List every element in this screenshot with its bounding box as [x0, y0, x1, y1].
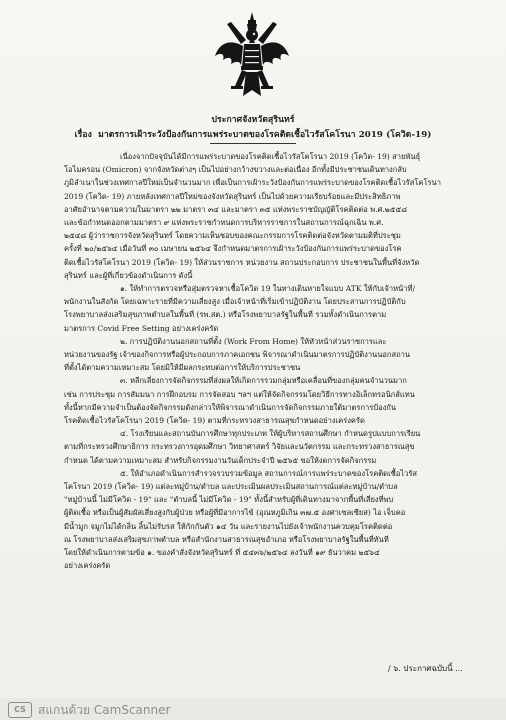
- body-line: สุรินทร์ และผู้ที่เกี่ยวข้องดำเนินการ ดังนี้: [64, 270, 193, 280]
- announcement-title: ประกาศจังหวัดสุรินทร์: [211, 115, 295, 125]
- body-line: "หมู่บ้านนี้ ไม่มีโควิด - 19" และ "ตำบลนี้ ไม่มีโควิด - 19" ทั้งนี้สำหรับผู้ที่เดินทางมาจากพื้นที่เสี่ยงที่พบ: [64, 495, 394, 505]
- subject-text: มาตรการเฝ้าระวังป้องกันการแพร่ระบาดของโรคติดเชื้อไวรัสโคโรนา 2019 (โควิด-19): [98, 130, 432, 140]
- body-line: อาศัยอำนาจตามความในมาตรา ๒๒ มาตรา ๓๔ และมาตรา ๓๕ แห่งพระราชบัญญัติโรคติดต่อ พ.ศ.๒๕๕๘: [64, 204, 408, 214]
- page-continuation: / ๖. ประกาศฉบับนี้ ...: [388, 664, 463, 673]
- body-line: โคโรนา 2019 (โควิด- 19) แต่ละหมู่บ้าน/ตำบล และประเมินผลประเมินสถานการณ์แต่ละหมู่บ้าน/ตำบล: [64, 482, 398, 492]
- announcement-body: [64, 150, 482, 573]
- body-line: หน่วยงานของรัฐ เจ้าของกิจการหรือผู้ประกอบการภาคเอกชน พิจารณาดำเนินมาตรการปฏิบัติงานนอกสถาน: [64, 350, 411, 360]
- body-line: โดยให้ดำเนินการตามข้อ ๑. ของคำสั่งจังหวัดสุรินทร์ ที่ ๕๔๓๖/๒๕๖๔ ลงวันที่ ๑๙ ธันวาคม ๒๕๖๔: [64, 548, 380, 558]
- body-line: ติดเชื้อไวรัสโคโรนา 2019 (โควิด- 19) ให้ส่วนราชการ หน่วยงาน สถานประกอบการ ประชาชนในพื้นที่จังหวัด: [64, 257, 420, 267]
- announcement-subject: [0, 127, 506, 141]
- body-line: กำหนด ได้ตามความเหมาะสม สำหรับกิจกรรมงานวันเด็กประจำปี ๒๕๖๕ ขอให้งดการจัดกิจกรรม: [64, 455, 377, 465]
- body-line: ครั้งที่ ๒๐/๒๕๖๔ เมื่อวันที่ ๓๐ เมษายน ๒๕๖๔ จึงกำหนดมาตรการเฝ้าระวังป้องกันการแพร่ระบาดของโรค: [64, 244, 402, 254]
- body-line: ภูมิลำเนาในช่วงเทศกาลปีใหม่เป็นจำนวนมาก เพื่อเป็นการเฝ้าระวังป้องกันการแพร่ระบาดของโรคติดเชื้อไวรัสโคโรนา: [64, 178, 441, 188]
- body-line: ณ โรงพยาบาลส่งเสริมสุขภาพตำบล หรือสำนักงานสาธารณสุขอำเภอ หรือโรงพยาบาลรัฐในพื้นที่ทันที: [64, 534, 389, 544]
- body-line: เนื่องจากปัจจุบันได้มีการแพร่ระบาดของโรคติดเชื้อไวรัสโคโรนา 2019 (โควิด- 19) สายพันธุ์: [120, 152, 421, 161]
- body-line: ๒๕๔๘ ผู้ว่าราชการจังหวัดสุรินทร์ โดยความเห็นชอบของคณะกรรมการโรคติดต่อจังหวัดตามมติที่ประชุม: [64, 231, 401, 241]
- garuda-emblem-icon: [213, 10, 291, 100]
- subject-label: เรื่อง: [74, 130, 92, 140]
- measure-4: ๔. โรงเรียนและสถานบันการศึกษาทุกประเภท ให้ผู้บริหารสถานศึกษา กำหนดรูปแบบการเรียน: [120, 429, 421, 439]
- body-line: โรคติดเชื้อไวรัสโคโรนา 2019 (โควิด- 19) ตามที่กระทรวงสาธารณสุขกำหนดอย่างเคร่งครัด: [64, 416, 365, 426]
- body-line: อย่างเคร่งครัด: [64, 561, 111, 571]
- body-line: โรงพยาบาลส่งเสริมสุขภาพตำบลในพื้นที่ (รพ.สต.) หรือโรงพยาบาลรัฐในพื้นที่ รวมทั้งดำเนินการตาม: [64, 310, 387, 320]
- camscanner-watermark: สแกนด้วย CamScanner: [38, 703, 171, 717]
- body-line: พนักงานในสังกัด โดยเฉพาะรายที่มีความเสี่ยงสูง เมื่อเจ้าหน้าที่เริ่มเข้าปฏิบัติงาน โดยประสานการปฏิบัติกับ: [64, 297, 406, 307]
- body-line: ตามที่กระทรวงศึกษาธิการ กระทรวงการอุดมศึกษา วิทยาศาสตร์ วิจัยและนวัตกรรม และกระทรวงสาธารณสุข: [64, 442, 415, 452]
- measure-5: ๕. ให้อำเภอดำเนินการสำรวจรวบรวมข้อมูล สถานการณ์การแพร่ระบาดของโรคติดเชื้อไวรัส: [120, 468, 418, 478]
- body-line: 2019 (โควิด- 19) ภายหลังเทศกาลปีใหม่ของจังหวัดสุรินทร์ เป็นไปด้วยความเรียบร้อยและมีประสิทธิภาพ: [64, 191, 401, 201]
- body-line: ผู้ติดเชื้อ หรือเป็นผู้สัมผัสเสี่ยงสูงกับผู้ป่วย หรือผู้ที่มีอาการไข้ (อุณหภูมิเกิน ๓๗.๕ องศาเซลเซียส) ไอ เจ็บคอ: [64, 508, 406, 518]
- body-line: มีน้ำมูก จมูกไม่ได้กลิ่น ลิ้นไม่รับรส ให้กักกันตัว ๑๔ วัน และรายงานไปยังเจ้าพนักงานควบคุมโรคติดต่อ: [64, 521, 393, 531]
- body-line: และข้อกำหนดออกตามมาตรา ๙ แห่งพระราชกำหนดการบริหารราชการในสถานการณ์ฉุกเฉิน พ.ศ.: [64, 218, 384, 228]
- body-line: ทั้งนี้หากมีความจำเป็นต้องจัดกิจกรรมดังกล่าวให้พิจารณาดำเนินการจัดกิจกรรมภายใต้มาตรการป้องกัน: [64, 402, 397, 412]
- body-line: มาตรการ Covid Free Setting อย่างเคร่งครัด: [64, 323, 219, 333]
- body-line: เช่น การประชุม การสัมมนา การฝึกอบรม การจัดสอบ ฯลฯ แต่ให้จัดกิจกรรมโดยวิธีการทางอิเล็กทรอนิกส์แทน: [64, 389, 415, 399]
- measure-1: ๑. ให้ทำการตรวจหรือสุ่มตรวจหาเชื้อโควิด 19 ในทางเดินหายใจแบบ ATK ให้กับเจ้าหน้าที่/: [120, 284, 416, 294]
- measure-3: ๓. หลีกเลี่ยงการจัดกิจกรรมที่ส่งผลให้เกิดการรวมกลุ่มหรือเคลื่อนที่ของกลุ่มคนจำนวนมาก: [120, 376, 407, 386]
- measure-2: ๒. การปฏิบัติงานนอกสถานที่ตั้ง (Work From Home) ให้หัวหน้าส่วนราชการและ: [120, 336, 387, 346]
- camscanner-logo-icon: CS: [8, 702, 32, 718]
- title-divider: [210, 143, 296, 144]
- body-line: ที่ตั้งได้ตามความเหมาะสม โดยมิให้มีผลกระทบต่อการให้บริการประชาชน: [64, 363, 301, 373]
- body-line: โอไมครอน (Omicron) จากจังหวัดต่างๆ เป็นไปอย่างกว้างขวางและต่อเนื่อง อีกทั้งมีประชาชนเดินทางกลับ: [64, 165, 407, 175]
